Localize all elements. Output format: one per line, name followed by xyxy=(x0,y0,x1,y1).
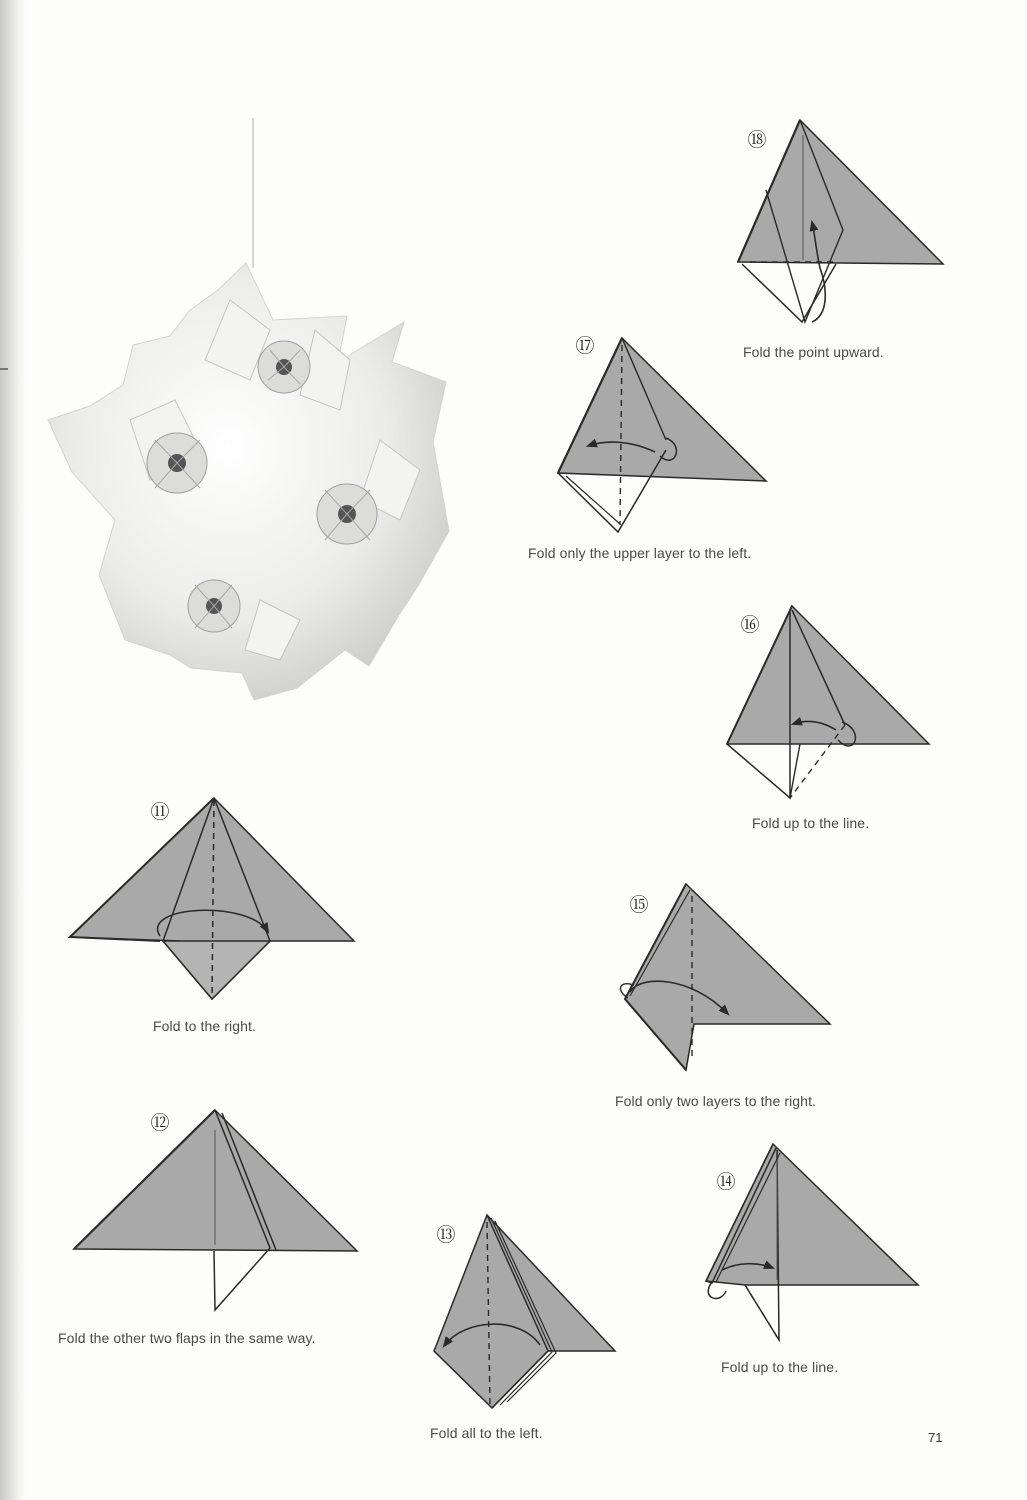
step-17-number: ⑰ xyxy=(575,336,595,357)
step-17-caption: Fold only the upper layer to the left. xyxy=(528,545,752,561)
step-12-diagram xyxy=(74,1110,357,1310)
step-12-caption: Fold the other two flaps in the same way. xyxy=(58,1330,316,1346)
step-18-caption: Fold the point upward. xyxy=(743,344,884,360)
step-15-number: ⑮ xyxy=(629,895,649,916)
step-16-caption: Fold up to the line. xyxy=(752,815,870,831)
step-12-number: ⑫ xyxy=(150,1113,170,1134)
step-14-number: ⑭ xyxy=(716,1172,736,1193)
step-13-number: ⑬ xyxy=(436,1225,456,1246)
step-14-diagram xyxy=(706,1144,918,1340)
step-13-diagram xyxy=(434,1215,615,1408)
step-15-diagram xyxy=(620,884,830,1070)
step-18-diagram xyxy=(738,120,943,322)
step-11-number: ⑪ xyxy=(150,802,170,823)
step-18-number: ⑱ xyxy=(747,130,767,151)
step-11-caption: Fold to the right. xyxy=(153,1018,256,1034)
step-13-caption: Fold all to the left. xyxy=(430,1425,543,1441)
step-14-caption: Fold up to the line. xyxy=(721,1359,839,1375)
step-16-diagram xyxy=(727,606,929,798)
step-15-caption: Fold only two layers to the right. xyxy=(615,1093,817,1109)
kusudama-photo xyxy=(48,118,449,700)
step-16-number: ⑯ xyxy=(740,615,760,636)
step-17-diagram xyxy=(558,335,766,532)
step-11-diagram xyxy=(70,798,354,999)
page-number: 71 xyxy=(928,1430,943,1445)
